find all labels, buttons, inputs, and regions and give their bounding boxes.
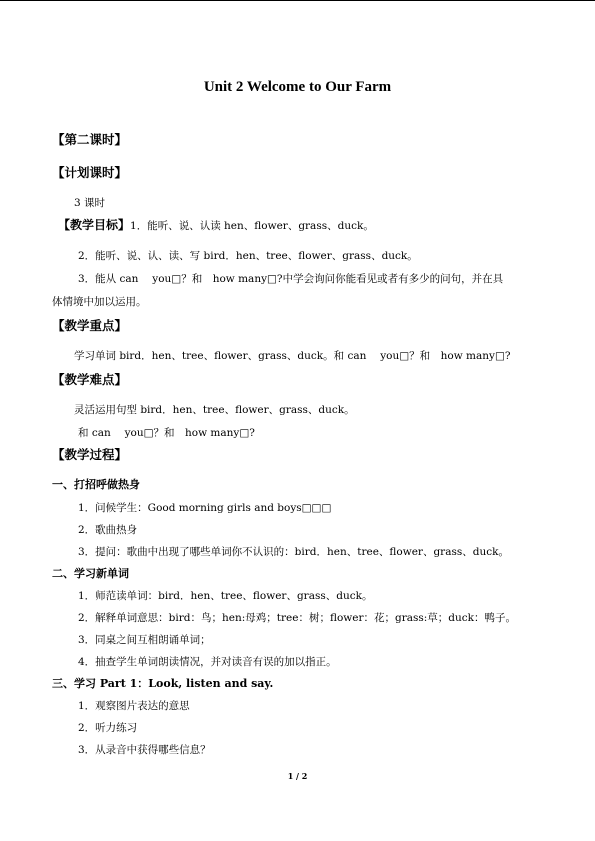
objectives-line-1: [58, 218, 374, 233]
process-part1-heading: 一、打招呼做热身: [52, 478, 140, 491]
process-part3-heading: 三、学习 Part 1：Look, listen and say.: [52, 677, 274, 690]
page-number: 1 / 2: [287, 771, 308, 781]
process-heading: 【教学过程】: [52, 447, 128, 462]
session-heading: 【第二课时】: [52, 132, 128, 147]
difficulties-heading: 【教学难点】: [52, 372, 128, 387]
objective-1: 1．能听、说、认读 hen、flower、grass、duck。: [130, 220, 374, 232]
key-points-heading: 【教学重点】: [52, 318, 128, 333]
objective-2: 2．能听、说、认、读、写 bird．hen、tree、flower、grass、duck。: [78, 250, 418, 262]
process-part1-item-1: 1．问候学生：Good morning girls and boys□□□: [78, 502, 332, 514]
difficulty-2: 和 can you□？和 how many□?: [78, 427, 255, 439]
planned-hours-heading: 【计划课时】: [52, 165, 128, 180]
objective-3: 3．能从 can you□？和 how many□?中学会询问你能看见或者有多少的问句，并在具: [78, 273, 504, 285]
key-points-text: 学习单词 bird．hen、tree、flower、grass、duck。和 can you□？和 how many□?: [74, 350, 511, 362]
process-part3-item-1: 1．观察图片表达的意思: [78, 700, 190, 712]
process-part2-item-1: 1．师范读单词：bird．hen、tree、flower、grass、duck。: [78, 590, 373, 602]
objectives-heading: 【教学目标】: [58, 218, 131, 232]
planned-hours-value: 3 课时: [74, 197, 106, 209]
process-part2-item-4: 4．抽查学生单词朗读情况，并对读音有误的加以指正。: [78, 656, 337, 668]
process-part1-item-3: 3．提问：歌曲中出现了哪些单词你不认识的：bird．hen、tree、flower、grass、duck。: [78, 546, 509, 558]
difficulty-1: 灵活运用句型 bird．hen、tree、flower、grass、duck。: [74, 404, 355, 416]
page-top-rule: [0, 0, 595, 1]
process-part1-item-2: 2．歌曲热身: [78, 524, 138, 536]
document-title: Unit 2 Welcome to Our Farm: [203, 79, 392, 95]
process-part2-item-2: 2．解释单词意思：bird：鸟；hen:母鸡；tree：树；flower：花；grass:草；duck：鸭子。: [78, 612, 517, 624]
process-part2-item-3: 3．同桌之间互相朗诵单词；: [78, 634, 211, 646]
objective-3-continued: 体情境中加以运用。: [52, 296, 147, 308]
process-part3-item-3: 3．从录音中获得哪些信息？: [78, 744, 211, 756]
process-part2-heading: 二、学习新单词: [52, 567, 129, 580]
process-part3-item-2: 2．听力练习: [78, 722, 138, 734]
